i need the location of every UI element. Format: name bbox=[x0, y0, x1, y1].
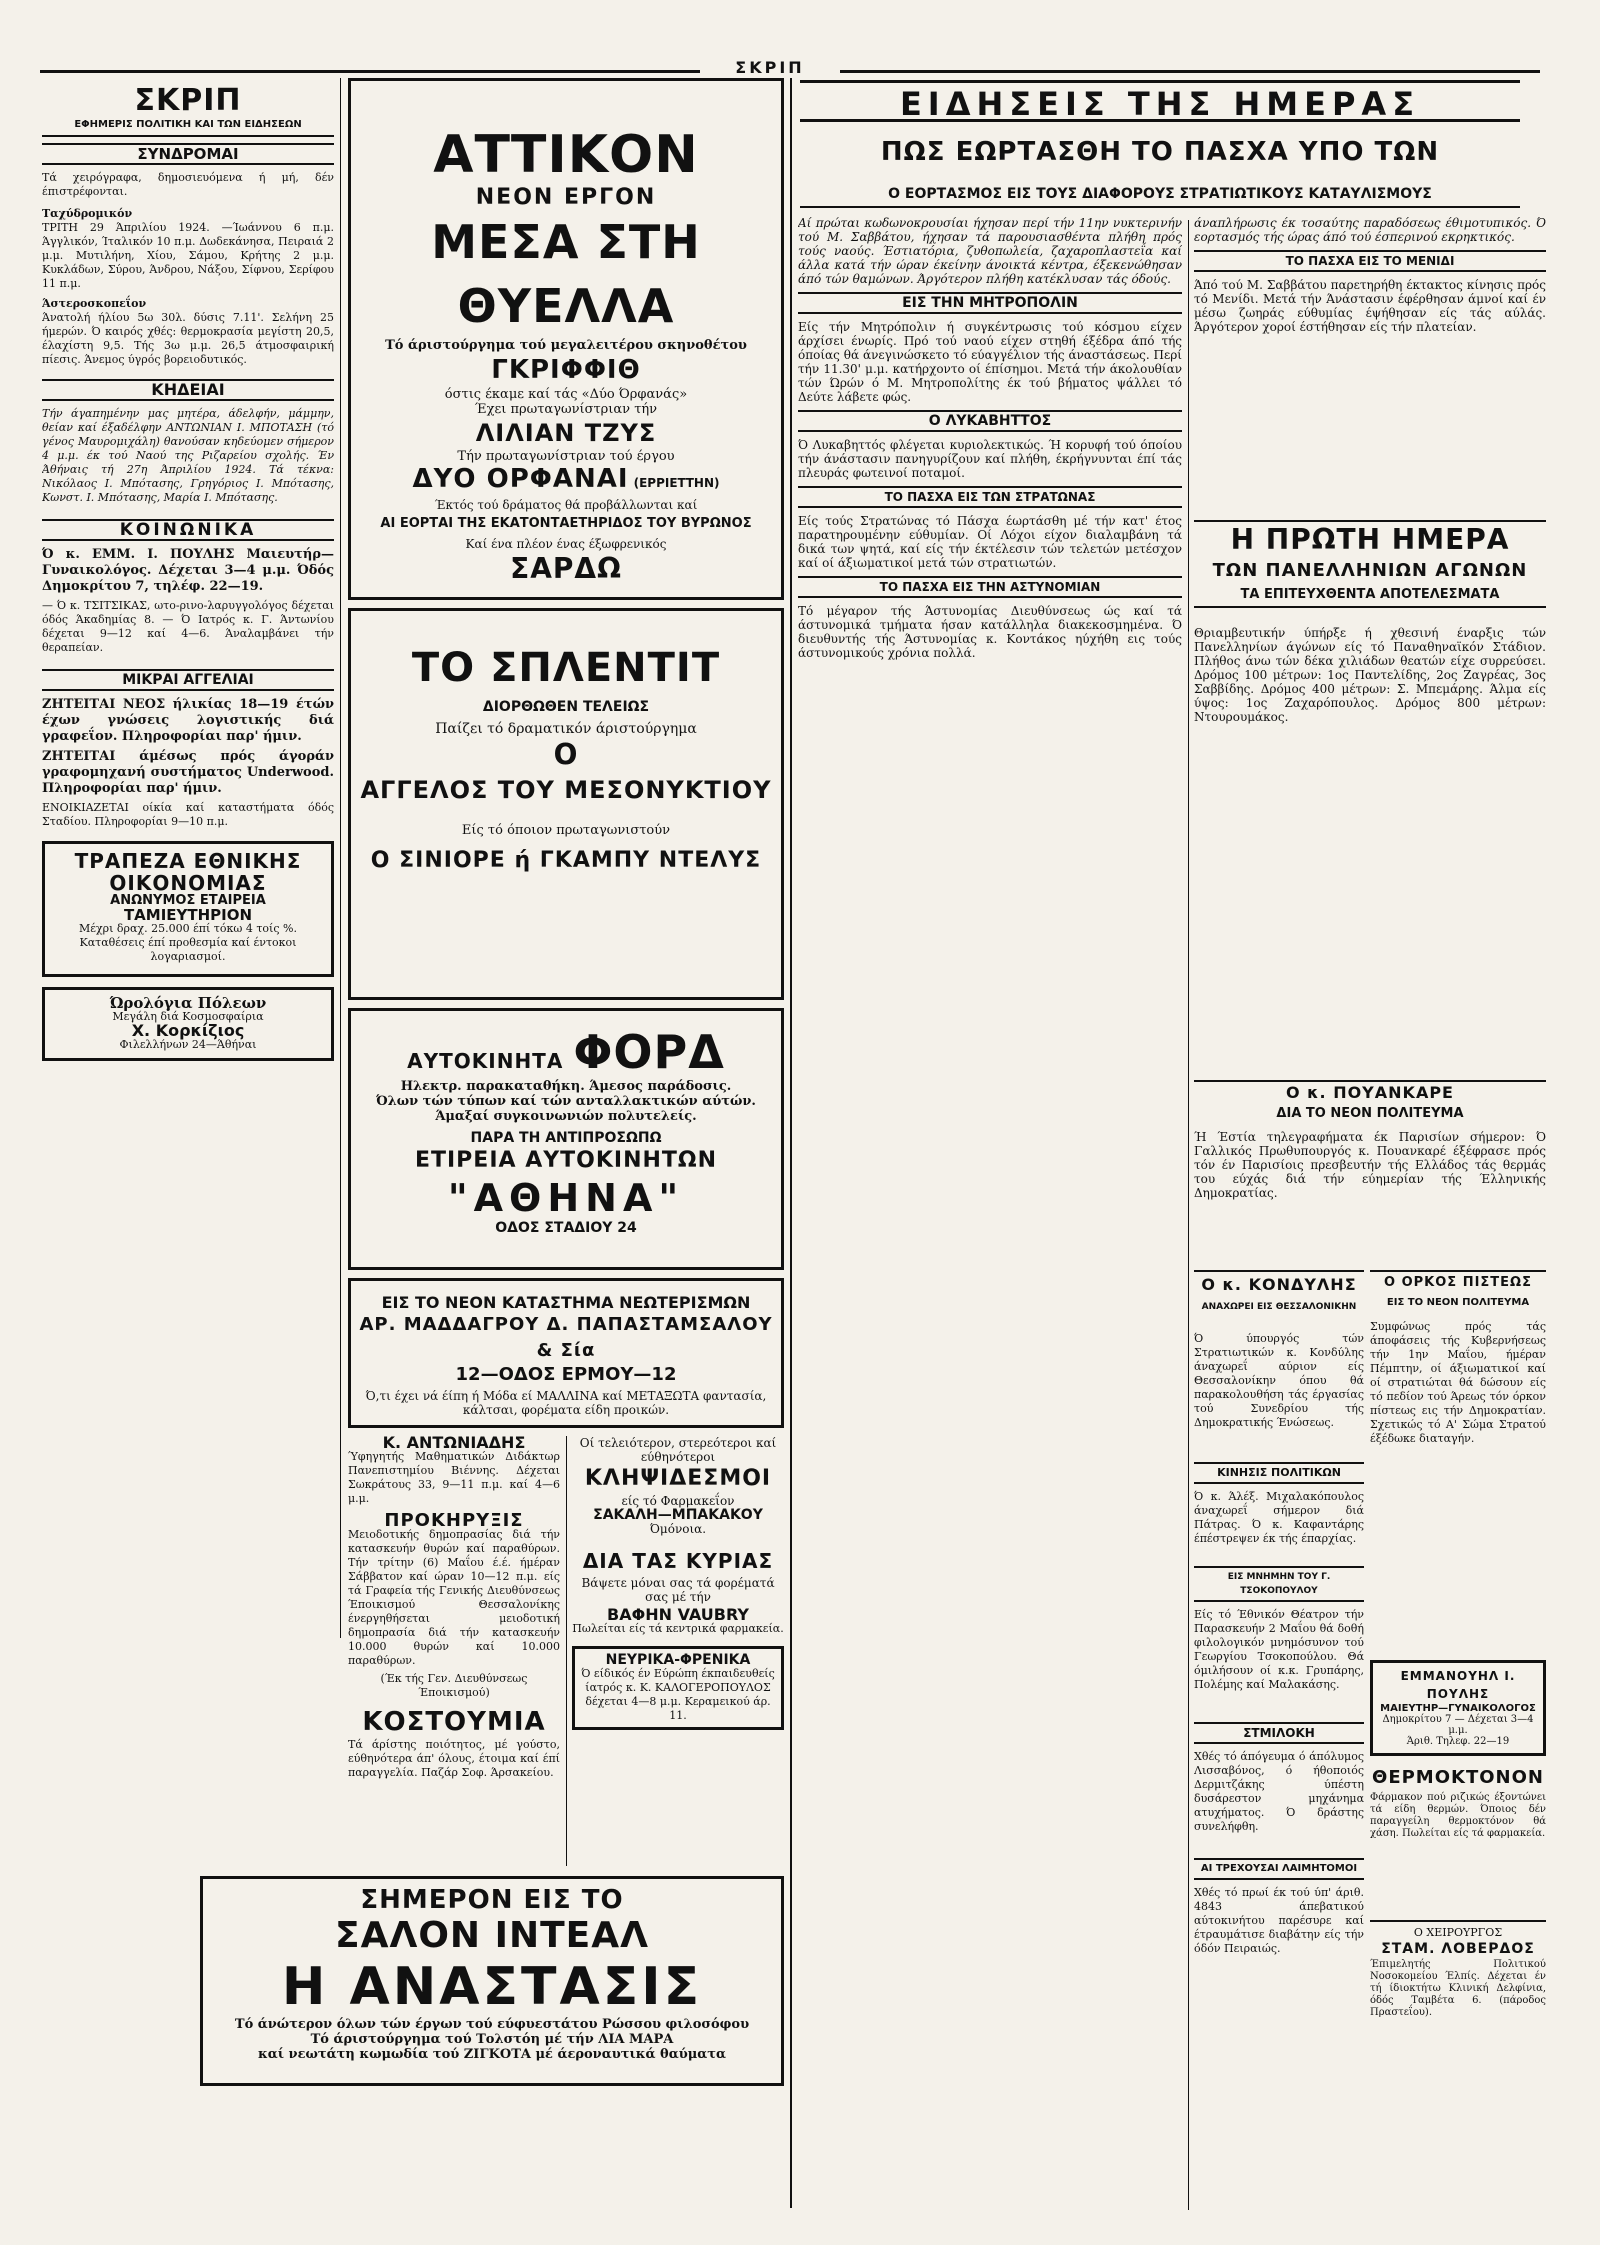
kondylis-header bbox=[1194, 1270, 1364, 1328]
prokirixis-signature: (Έκ τής Γεν. Διευθύνσεως Έποικισμού) bbox=[380, 1672, 528, 1699]
subscriptions-heading: ΣΥΝΔΡΟΜΑΙ bbox=[42, 143, 334, 165]
attikon-film2: ΔΥΟ ΟΡΦΑΝΑΙ bbox=[412, 464, 629, 494]
ford-name: "ΑΘΗΝΑ" bbox=[447, 1176, 685, 1220]
poincare-body bbox=[1194, 1130, 1546, 1260]
nerves-title: ΝΕΥΡΙΚΑ-ΦΡΕΝΙΚΑ bbox=[605, 1652, 751, 1668]
thieves-head: ΑΙ ΤΡΕΧΟΥΣΑΙ ΛΑΙΜΗΤΟΜΟΙ bbox=[1194, 1858, 1364, 1880]
small-ad-3: ΕΝΟΙΚΙΑΖΕΤΑΙ οίκία καί καταστήματα όδός Σταδίου. Πληροφορίαι 9—10 π.μ. bbox=[42, 801, 334, 828]
klepsydra-line1: Οί τελειότερον, στερεότεροι καί εύθηνότεροι bbox=[579, 1436, 777, 1464]
bank-title: ΤΡΑΠΕΖΑ ΕΘΝΙΚΗΣ ΟΙΚΟΝΟΜΙΑΣ bbox=[74, 849, 302, 895]
ford-line2: Όλων τών τύπων καί τών ανταλλακτικών αύτών. Άμαξαί συγκοινωνιών πολυτελείς. bbox=[376, 1094, 756, 1124]
news-banner: ΕΙΔΗΣΕΙΣ ΤΗΣ ΗΜΕΡΑΣ bbox=[800, 80, 1520, 122]
kondylis-head2: ΑΝΑΧΩΡΕΙ ΕΙΣ ΘΕΣΣΑΛΟΝΙΚΗΝ bbox=[1201, 1302, 1357, 1312]
thermo-ad bbox=[1370, 1764, 1546, 1914]
poincare-head2: ΔΙΑ ΤΟ ΝΕΟΝ ΠΟΛΙΤΕΥΜΑ bbox=[1276, 1106, 1464, 1121]
attikon-line2: όστις έκαμε καί τάς «Δύο Όρφανάς» bbox=[444, 387, 688, 402]
attikon-director: ΓΚΡΙΦΦΙΘ bbox=[491, 355, 641, 385]
funerals-heading: ΚΗΔΕΙΑΙ bbox=[42, 379, 334, 401]
news-lykavittos: Ό Λυκαβηττός φλέγεται κυριολεκτικώς. Ή κορυφή τού όποίου τήν άνάστασιν πανηγυρίζουν καί πλήθη, έκρήγνυνται έπί τάς πλευράς φωτεινοί ποταμοί. bbox=[798, 438, 1182, 480]
oath-body bbox=[1370, 1320, 1546, 1650]
poulis-tel: Άριθ. Τηλεφ. 22—19 bbox=[1406, 1736, 1510, 1747]
splendid-ad bbox=[348, 608, 784, 1000]
poincare-text: Ή Έστία τηλεγραφήματα έκ Παρισίων σήμερον: Ό Γαλλικός Πρωθυπουργός κ. Πουανκαρέ έξέφρασε πρός τόν έν Παρισίοις πρεσβευτήν τής Ελλάδος τάς θερμάς του εύχάς διά τήν εύημερίαν τής Έλληνικής Δημοκρατίας. bbox=[1194, 1130, 1546, 1200]
thermo-title: ΘΕΡΜΟΚΤΟΝΟΝ bbox=[1372, 1767, 1544, 1788]
games-head3: ΤΑ ΕΠΙΤΕΥΧΘΕΝΤΑ ΑΠΟΤΕΛΕΣΜΑΤΑ bbox=[1194, 584, 1546, 608]
editorial-block bbox=[1194, 1716, 1364, 1846]
news-sec-police: ΤΟ ΠΑΣΧΑ ΕΙΣ ΤΗΝ ΑΣΤΥΝΟΜΙΑΝ bbox=[798, 576, 1182, 598]
splendid-sub: ΔΙΟΡΘΩΘΕΝ ΤΕΛΕΙΩΣ bbox=[482, 699, 650, 715]
small-ads-heading: ΜΙΚΡΑΙ ΑΓΓΕΛΙΑΙ bbox=[42, 669, 334, 691]
kondylis-body bbox=[1194, 1332, 1364, 1452]
politicians-block bbox=[1194, 1456, 1364, 1556]
salon-line3: Τό άριστούργημα τού Τολστόη μέ τήν ΛΙΑ ΜΑΡΑ bbox=[310, 2032, 674, 2047]
store-address: 12—ΟΔΟΣ ΕΡΜΟΥ—12 bbox=[455, 1364, 677, 1385]
news-army: Είς τούς Στρατώνας τό Πάσχα έωρτάσθη μέ τήν κατ' έτος παρατηρουμένην εύθυμίαν. Οί Λόχοι είχον διαλαμβάνη τά δικά των ψητά, καί είς τήν έκτέλεσιν τών τελετών μετέσχον καί οί άξιωματικοί μετά τών στρατιωτών. bbox=[798, 514, 1182, 570]
attikon-title: ΜΕΣΑ ΣΤΗ ΘΥΕΛΛΑ bbox=[431, 215, 701, 333]
news-intro: Αί πρώται κωδωνοκρουσίαι ήχησαν περί τήν 11ην νυκτερινήν τού Μ. Σαββάτου, ήχησαν τά παρουσιασθέντα πλήθη πρός τούς ναούς. Έστιατόρια, ζυθοπωλεία, ζαχαροπλαστεΐα καί άλλα κατά τήν ώραν έκείνην άνοικτά κέντρα, έξεκενώθησαν άπό τών θαμώνων. Άργότερον πλήθη κατέκλυσαν τάς όδούς. bbox=[798, 216, 1182, 286]
right-menidi-intro: άναπλήρωσις έκ τοσαύτης παραδόσεως έθιμοτυπικός. Ό εορτασμός τής ώρας άπό τού έσπερινού εκρηκτικός. bbox=[1194, 216, 1546, 244]
ladies-title: ΔΙΑ ΤΑΣ ΚΥΡΙΑΣ bbox=[582, 1549, 774, 1573]
klepsydra-line2: είς τό Φαρμακεΐον bbox=[621, 1494, 735, 1508]
masthead-subtitle: ΕΦΗΜΕΡΙΣ ΠΟΛΙΤΙΚΗ ΚΑΙ ΤΩΝ ΕΙΔΗΣΕΩΝ bbox=[42, 118, 334, 137]
news-subhead: Ο ΕΟΡΤΑΣΜΟΣ ΕΙΣ ΤΟΥΣ ΔΙΑΦΟΡΟΥΣ ΣΤΡΑΤΙΩΤΙΚΟΥΣ ΚΑΤΑΥΛΙΣΜΟΥΣ bbox=[800, 180, 1520, 208]
games-head2: ΤΩΝ ΠΑΝΕΛΛΗΝΙΩΝ ΑΓΩΝΩΝ bbox=[1212, 560, 1528, 581]
surgeon-ad bbox=[1370, 1920, 1546, 2050]
oath-head2: ΕΙΣ ΤΟ ΝΕΟΝ ΠΟΛΙΤΕΥΜΑ bbox=[1386, 1297, 1530, 1308]
store-name: ΑΡ. ΜΑΔΔΑΓΡΟΥ Δ. ΠΑΠΑΣΤΑΜΣΑΛΟΥ & Σία bbox=[359, 1314, 773, 1361]
salon-ideal-ad bbox=[200, 1876, 784, 2086]
watch-ad bbox=[42, 987, 334, 1061]
ford-address: ΟΔΟΣ ΣΤΑΔΙΟΥ 24 bbox=[495, 1220, 637, 1236]
ford-left: ΑΥΤΟΚΙΝΗΤΑ bbox=[407, 1049, 564, 1073]
social-heading: ΚΟΙΝΩΝΙΚΑ bbox=[42, 519, 334, 541]
politicians-text: Ό κ. Άλέξ. Μιχαλακόπουλος άναχωρεΐ σήμερον διά Πάτρας. Ό κ. Καφαντάρης έπέστρεψεν έκ τής έπαρχίας. bbox=[1194, 1490, 1364, 1545]
splendid-line1: Παίζει τό δραματικόν άριστούργημα bbox=[435, 721, 697, 737]
salon-line4: καί νεωτάτη κωμωδία τού ΖΙΓΚΟΤΑ μέ άεροναυτικά θαύματα bbox=[257, 2047, 726, 2062]
astro-heading: Άστεροσκοπεΐον bbox=[42, 297, 147, 310]
news-headline: ΠΩΣ ΕΩΡΤΑΣΘΗ ΤΟ ΠΑΣΧΑ ΥΠΟ ΤΩΝ bbox=[880, 137, 1440, 167]
news-sec-mitropolis: ΕΙΣ ΤΗΝ ΜΗΤΡΟΠΟΛΙΝ bbox=[798, 292, 1182, 314]
attikon-line4: Τήν πρωταγωνίστριαν τού έργου bbox=[457, 449, 675, 464]
news-police: Τό μέγαρον τής Άστυνομίας Διευθύνσεως ώς καί τά άστυνομικά τμήματα ήσαν κατάλληλα διακεκοσμημένα. Ό διευθυντής τής Άστυνομίας κ. Κοντάκος ηύχήθη εις τούς άστυνομικούς χρόνια πολλά. bbox=[798, 604, 1182, 660]
attikon-film2-row bbox=[359, 464, 773, 494]
memory-block bbox=[1194, 1560, 1364, 1710]
antoniadis-name: Κ. ΑΝΤΩΝΙΑΔΗΣ bbox=[382, 1436, 526, 1452]
splendid-stars: Ο ΣΙΝΙΟΡΕ ή ΓΚΑΜΠΥ ΝΤΕΛΥΣ bbox=[370, 848, 762, 873]
games-body bbox=[1194, 626, 1546, 1066]
ford-line1: Ηλεκτρ. παρακαταθήκη. Άμεσος παράδοσις. bbox=[400, 1079, 732, 1094]
attikon-sub: ΝΕΟΝ ΕΡΓΟΝ bbox=[475, 185, 657, 210]
klepsydra-shop: ΣΑΚΑΛΗ—ΜΠΑΚΑΚΟΥ bbox=[593, 1507, 763, 1523]
funerals-text: Τήν άγαπημένην μας μητέρα, άδελφήν, μάμμην, θείαν καί έξαδέλφην ΑΝΤΩΝΙΑΝ Ι. ΜΠΟΤΑΣΗ (τό γένος Μαυρομιχάλη) θανούσαν κηδεύομεν σήμερον 4 μ.μ. έκ τού Ναού της Ριζαρείου σχολής. Έν Άθήναις τή 27η Άπριλίου 1924. Τά τέκνα: Νικόλαος Ι. Μπότασης, Γρηγόριος Ι. Μπότασης, Κωνστ. Ι. Μπότασης, Μαρία Ι. Μπότασης. bbox=[42, 407, 334, 504]
kondylis-head1: Ο κ. ΚΟΝΔΥΛΗΣ bbox=[1201, 1275, 1357, 1294]
oath-head1: Ο ΟΡΚΟΣ ΠΙΣΤΕΩΣ bbox=[1384, 1275, 1532, 1290]
attikon-ad bbox=[348, 78, 784, 600]
store-line: Ό,τι έχει νά έίπη ή Μόδα εί ΜΑΛΛΙΝΑ καί ΜΕΤΑΞΩΤΑ φαντασία, κάλτσαι, φορέματα είδη προικών. bbox=[365, 1389, 767, 1417]
antoniadis-text: Ύφηγητής Μαθηματικών Διδάκτωρ Πανεπιστημίου Βιέννης. Δέχεται Σωκράτους 33, 9—11 π.μ. καί 4—6 μ.μ. bbox=[348, 1450, 560, 1505]
left-column bbox=[42, 78, 334, 2168]
right-menidi: Άπό τού Μ. Σαββάτου παρετηρήθη έκτακτος κίνησις πρός τό Μενίδι. Μετά τήν Άνάστασιν έφέρθησαν άμνοί καί έν μέσω ζωηράς εύθυμίας έψήθησαν είς τάς αύλάς. Άργότερον χοροί έστήθησαν είς τήν πλατείαν. bbox=[1194, 278, 1546, 334]
nerves-ad bbox=[572, 1646, 784, 1730]
news-column bbox=[798, 216, 1182, 2206]
pharmacy-column bbox=[572, 1436, 784, 1866]
watch-name: Χ. Κορκίζιος bbox=[131, 1021, 245, 1040]
splendid-line2: Είς τό όποιον πρωταγωνιστούν bbox=[461, 823, 671, 838]
games-text: Θριαμβευτικήν ύπήρξε ή χθεσινή έναρξις τών Πανελληνίων άγώνων είς τό Παναθηναϊκόν Στάδιον. Πλήθος άνω τών δέκα χιλιάδων θεατών είχε συρρεύσει. Δρόμος 100 μέτρων: 1ος Παντελίδης, 2ος Ζαγρέας, 3ος Σαββίδης. Δρόμος 400 μέτρων: Σ. Μπεμάρης. Άλμα είς ύψος: 1ος Ζαχαρόπουλος. Δρόμος 800 μέτρων: Ντουρουμάκος. bbox=[1194, 626, 1546, 724]
watch-subtitle: Μεγάλη διά Κοσμοσφαίρια bbox=[112, 1010, 264, 1023]
antoniadis-column bbox=[348, 1436, 560, 1866]
salon-title: Η ΑΝΑΣΤΑΣΙΣ bbox=[281, 1957, 703, 2017]
salon-line2: Τό άνώτερον όλων τών έργων τού εύφυεστάτου Ρώσσου φιλοσόφου bbox=[234, 2017, 750, 2032]
poincare-header bbox=[1194, 1080, 1546, 1126]
thieves-block bbox=[1194, 1852, 1364, 2002]
store-ad bbox=[348, 1278, 784, 1428]
games-header bbox=[1194, 520, 1546, 620]
attikon-line7: Καί ένα πλέον ένας έξωφρενικός bbox=[465, 537, 667, 551]
dye-name: ΒΑΦΗΝ VAUBRY bbox=[607, 1605, 749, 1624]
oath-text: Συμφώνως πρός τάς άποφάσεις τής Κυβερνήσεως τήν 1ην Μαΐου, ήμέραν Πέμπτην, οί άξιωματικοί καί οί στρατιώται θά δώσουν είς τό πεδίον τού Άρεως τόν όρκον πίστεως εις τήν Δημοκρατίαν. Σχετικώς τό Α' Σώμα Στρατού έξέδωκε διαταγήν. bbox=[1370, 1320, 1546, 1445]
klepsydra-line3: Όμόνοια. bbox=[649, 1522, 707, 1536]
attikon-venue: ΑΤΤΙΚΟΝ bbox=[433, 125, 699, 185]
attikon-film2-tag: (ΕΡΡΙΕΤΤΗΝ) bbox=[633, 476, 720, 490]
prokirixis-title: ΠΡΟΚΗΡΥΞΙΣ bbox=[384, 1510, 524, 1531]
politicians-head: ΚΙΝΗΣΙΣ ΠΟΛΙΤΙΚΩΝ bbox=[1194, 1462, 1364, 1484]
thermo-text: Φάρμακον πού ριζικώς έξοντώνει τά είδη θερμών. Όποιος δέν παραγγείλη θερμοκτόνον θά χάση. Πωλείται είς τά φαρμακεία. bbox=[1370, 1792, 1546, 1839]
surgeon-label: Ο ΧΕΙΡΟΥΡΓΟΣ bbox=[1413, 1926, 1503, 1939]
poulis-address: Δημοκρίτου 7 — Δέχεται 3—4 μ.μ. bbox=[1382, 1714, 1534, 1736]
news-mitropolis: Είς τήν Μητρόπολιν ή συγκέντρωσις τού κόσμου είχεν άρχίσει ένωρίς. Πρό τού ναού είχεν στηθή έξέδρα άπό τής όποίας θά άνεγινώσκετο τό εύαγγέλιον τής άναστάσεως. Περί τήν 11.30' μ.μ. κατήρχοντο οί έπίσημοι. Μετά τήν άκολουθίαν τών Ώρών ό Μ. Μητροπολίτης έκ τού βήματος ψάλλει τό Δεύτε λάβετε φώς. bbox=[798, 320, 1182, 404]
splendid-venue: ΤΟ ΣΠΛΕΝΤΙΤ bbox=[411, 645, 721, 691]
surgeon-name: ΣΤΑΜ. ΛΟΒΕΡΔΟΣ bbox=[1381, 1941, 1535, 1957]
ladies-text: Βάψετε μόναι σας τά φορέματά σας μέ τήν bbox=[581, 1576, 775, 1604]
calendar-text: ΤΡΙΤΗ 29 Άπριλίου 1924. —Ίωάννου 6 π.μ. Άγγλικόν, Ίταλικόν 10 π.μ. Δωδεκάνησα, Πειραιά 2 μ.μ. Μυτιλήνη, Χίου, Σάμου, Κρήτης 2 μ.μ. Κυκλάδων, Σύρου, Άνδρου, Νάξου, Σίφνου, Σερίφου 11 π.μ. bbox=[42, 221, 334, 290]
right-sec-menidi: ΤΟ ΠΑΣΧΑ ΕΙΣ ΤΟ ΜΕΝΙΔΙ bbox=[1194, 250, 1546, 272]
suits-title: ΚΟΣΤΟΥΜΙΑ bbox=[362, 1707, 546, 1737]
editorial-text: Χθές τό άπόγευμα ό άπόλυμος Λισσαβόνος, ό ήθοποιός Δερμιτζάκης ύπέστη δυσάρεστον μηχάνημα ατυχήματος. Ό δράστης συνελήφθη. bbox=[1194, 1750, 1364, 1833]
poulis-name: ΕΜΜΑΝΟΥΗΛ Ι. ΠΟΥΛΗΣ bbox=[1400, 1669, 1516, 1701]
suits-text: Τά άρίστης ποιότητος, μέ γούστο, εύθηνότερα άπ' όλους, έτοιμα καί έπί παραγγελία. Παζάρ Σοφ. Άρσακείου. bbox=[348, 1738, 560, 1779]
attikon-comic: ΣΑΡΔΩ bbox=[510, 552, 622, 585]
salon-line1: ΣΗΜΕΡΟΝ ΕΙΣ ΤΟ bbox=[360, 1885, 624, 1915]
oath-header bbox=[1370, 1270, 1546, 1316]
ford-ad bbox=[348, 1008, 784, 1270]
ford-line3: ΠΑΡΑ ΤΗ ΑΝΤΙΠΡΟΣΩΠΩ bbox=[470, 1130, 662, 1146]
small-ad-2: ΖΗΤΕΙΤΑΙ άμέσως πρός άγοράν γραφομηχανή συστήματος Underwood. Πληροφορίαι παρ' ήμιν. bbox=[42, 749, 334, 796]
poincare-head1: Ο κ. ΠΟΥΑΝΚΑΡΕ bbox=[1286, 1083, 1454, 1102]
memory-text: Είς τό Έθνικόν Θέατρον τήν Παρασκευήν 2 Μαΐου θά δοθή φιλολογικόν μνημόσυνον τού Γεωργίου Τσοκοπούλου. Θά όμιλήσουν οί κ.κ. Γρυπάρης, Πολέμης καί Μαλακάσης. bbox=[1194, 1608, 1364, 1691]
bank-subtitle: ΑΝΩΝΥΜΟΣ ΕΤΑΙΡΕΙΑ bbox=[110, 893, 266, 908]
ford-company: ΕΤΙΡΕΙΑ ΑΥΤΟΚΙΝΗΤΩΝ bbox=[414, 1148, 718, 1173]
bank-text: Μέχρι δραχ. 25.000 έπί τόκω 4 τοίς %. Καταθέσεις έπί προθεσμία καί έντοκοι λογαριασμοί. bbox=[79, 922, 297, 963]
kondylis-text: Ό ύπουργός τών Στρατιωτικών κ. Κονδύλης άναχωρεΐ αύριον είς Θεσσαλονίκην όπου θά παρακολουθήση τάς έργασίας τού Συνεδρίου τής Δημοκρατικής Ένώσεως. bbox=[1194, 1332, 1364, 1429]
subscriptions-note: Τά χειρόγραφα, δημοσιευόμενα ή μή, δέν έπιστρέφονται. bbox=[42, 171, 334, 198]
attikon-line5: Έκτός τού δράματος θά προβάλλωνται καί bbox=[434, 498, 698, 512]
watch-address: Φιλελλήνων 24—Άθήναι bbox=[119, 1038, 257, 1051]
attikon-line1: Τό άριστούργημα τού μεγαλειτέρου σκηνοθέτου bbox=[385, 338, 747, 353]
surgeon-text: Έπιμελητής Πολιτικού Νοσοκομείου Έλπίς. Δέχεται έν τή ίδιοκτήτω Κλινική Δελφίνια, όδός Ταμβέτα 6. (πάροδος Πραστεΐου). bbox=[1370, 1959, 1546, 2018]
splendid-o: Ο bbox=[553, 738, 579, 771]
astro-text: Άνατολή ήλίου 5ω 30λ. δύσις 7.11'. Σελήνη 25 ήμερών. Ό καιρός χθές: θερμοκρασία μεγίστη 20,5, έλαχίστη 9,5. Τής 3ω μ.μ. 26,5 άτμοσφαιρική πίεσις. Άνεμος ύγρός βορειοδυτικός. bbox=[42, 311, 334, 366]
splendid-title: ΑΓΓΕΛΟΣ ΤΟΥ ΜΕΣΟΝΥΚΤΙΟΥ bbox=[360, 776, 772, 804]
masthead-title: ΣΚΡΙΠ bbox=[134, 83, 242, 118]
thieves-text: Χθές τό πρωί έκ τού ύπ' άριθ. 4843 άπεβατικού αύτοκινήτου παρέσυρε καί έτραυμάτισε διαβάτην είς τήν όδόν Πειραιώς. bbox=[1194, 1886, 1364, 1955]
games-head1: Η ΠΡΩΤΗ ΗΜΕΡΑ bbox=[1230, 523, 1510, 556]
attikon-actress: ΛΙΛΙΑΝ ΤΖΥΣ bbox=[475, 419, 657, 447]
attikon-line3: Έχει πρωταγωνίστριαν τήν bbox=[474, 402, 658, 417]
ford-brand: ΦΟΡΔ bbox=[573, 1025, 725, 1079]
social-text: — Ό κ. ΤΣΙΤΣΙΚΑΣ, ωτο-ρινο-λαρυγγολόγος δέχεται όδός Άκαδημίας 8. — Ό Ιατρός κ. Γ. Άντωνίου δέχεται 9—12 καί 4—6. Άναλαμβάνει τήν θεραπείαν. bbox=[42, 599, 334, 654]
dye-text: Πωλείται είς τά κεντρικά φαρμακεία. bbox=[572, 1622, 784, 1635]
store-head: ΕΙΣ ΤΟ ΝΕΟΝ ΚΑΤΑΣΤΗΜΑ ΝΕΩΤΕΡΙΣΜΩΝ bbox=[381, 1293, 751, 1312]
watch-title: Ώρολόγια Πόλεων bbox=[109, 994, 267, 1012]
editorial-head: ΣΤΜΙΛΟΚΗ bbox=[1194, 1722, 1364, 1744]
attikon-line6: ΑΙ ΕΟΡΤΑΙ ΤΗΣ ΕΚΑΤΟΝΤΑΕΤΗΡΙΔΟΣ ΤΟΥ ΒΥΡΩΝΟΣ bbox=[380, 516, 752, 531]
poulis-ad bbox=[1370, 1660, 1546, 1756]
salon-venue: ΣΑΛΟΝ ΙΝΤΕΑΛ bbox=[335, 1915, 649, 1956]
news-sec-lykavittos: Ο ΛΥΚΑΒΗΤΤΟΣ bbox=[798, 410, 1182, 432]
calendar-heading: Ταχύδρομικόν bbox=[42, 207, 133, 220]
bank-ad bbox=[42, 841, 334, 977]
bank-savings: ΤΑΜΙΕΥΤΗΡΙΟΝ bbox=[123, 906, 253, 924]
small-ad-1: ΖΗΤΕΙΤΑΙ ΝΕΟΣ ήλικίας 18—19 έτών έχων γνώσεις λογιστικής διά γραφεΐον. Πληροφορίαι παρ' ήμιν. bbox=[42, 697, 334, 744]
klepsydra-title: ΚΛΗΨΙΔΕΣΜΟΙ bbox=[584, 1466, 772, 1491]
top-strip-label: ΣΚΡΙΠ bbox=[700, 58, 840, 78]
prokirixis-text: Μειοδοτικής δημοπρασίας διά τήν κατασκευήν θυρών καί παραθύρων. Τήν τρίτην (6) Μαΐου έ.έ. ήμέραν Σάββατον καί ώραν 10—12 π.μ. είς τά Γραφεία τής Γενικής Διευθύνσεως Έποικισμού Θεσσαλονίκης ένεργηθήσεται μειοδοτική δημοπρασία διά τήν κατασκευήν 10.000 θυρών καί 10.000 παραθύρων. bbox=[348, 1528, 560, 1667]
memory-head: ΕΙΣ ΜΝΗΜΗΝ ΤΟΥ Γ. ΤΣΟΚΟΠΟΥΛΟΥ bbox=[1194, 1566, 1364, 1602]
nerves-text: Ό είδικός έν Εύρώπη έκπαιδευθείς ίατρός κ. Κ. ΚΑΛΟΓΕΡΟΠΟΥΛΟΣ δέχεται 4—8 μ.μ. Κεραμεικού άρ. 11. bbox=[581, 1667, 775, 1722]
social-doctor: Ό κ. ΕΜΜ. Ι. ΠΟΥΛΗΣ Μαιευτήρ—Γυναικολόγος. Δέχεται 3—4 μ.μ. Όδός Δημοκρίτου 7, τηλέφ. 22—19. bbox=[42, 547, 334, 594]
poulis-title: ΜΑΙΕΥΤΗΡ—ΓΥΝΑΙΚΟΛΟΓΟΣ bbox=[1380, 1703, 1536, 1714]
news-sec-army: ΤΟ ΠΑΣΧΑ ΕΙΣ ΤΩΝ ΣΤΡΑΤΩΝΑΣ bbox=[798, 486, 1182, 508]
